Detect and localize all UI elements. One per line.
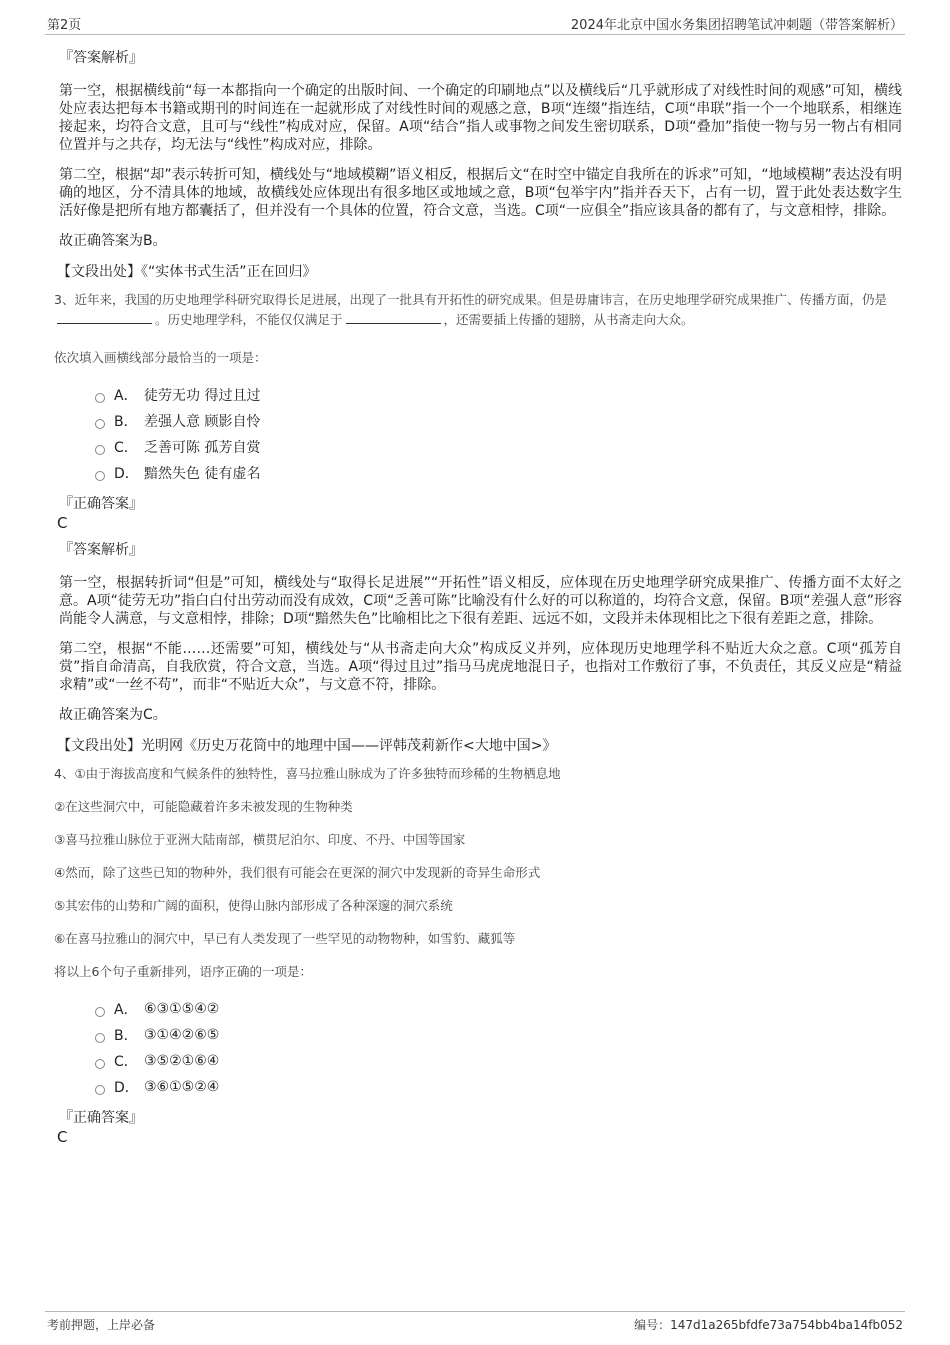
- page-content: [54, 40, 902, 1150]
- q3-option-a[interactable]: A． 徒劳无功 得过且过: [95, 382, 902, 408]
- radio-icon[interactable]: [95, 393, 105, 403]
- q4-options: [95, 996, 902, 1100]
- q2-analysis-paragraph: 第二空，根据“却”表示转折可知，横线处与“地域模糊”语义相反，根据后文“在时空中锚定自我所在的诉求”可知，“地域模糊”表达没有明确的地区，分不清具体的地域，故横线处应体现出有很多地区或地域之意，B项“包举宇内”指并吞天下，占有一切，置于此处表达数字生活好像是把所有地方都囊括了，但并没有一个具体的位置，符合文意，当选。C项“一应俱全”指应该具备的都有了，与文意相悖，排除。: [59, 167, 902, 219]
- q3-conclusion: 故正确答案为C。: [59, 707, 167, 723]
- page-header: [45, 14, 905, 35]
- q3-analysis-paragraph: 第二空，根据“不能……还需要”可知，横线处与“从书斋走向大众”构成反义并列，应体现历史地理学科不贴近大众之意。C项“孤芳自赏”指自命清高，自我欣赏，符合文意，当选。A项“得过且过”指马马虎虎地混日子，也指对工作敷衍了事，不负责任，其反义应是“精益求精”或“一丝不苟”，而非“不贴近大众”，与文意不符，排除。: [59, 641, 902, 693]
- q2-analysis-label: 『答案解析』: [59, 50, 143, 66]
- radio-icon[interactable]: [95, 471, 105, 481]
- q3-blank-1: [57, 311, 152, 324]
- q4-sentence: ⑥在喜马拉雅山的洞穴中，早已有人类发现了一些罕见的动物物种，如雪豹、藏狐等: [54, 931, 516, 946]
- q3-option-d[interactable]: D． 黯然失色 徒有虚名: [95, 460, 902, 486]
- q4-correct-answer: C: [57, 1128, 68, 1146]
- page-footer: [45, 1311, 905, 1336]
- q4-option-b[interactable]: B． ③①④②⑥⑤: [95, 1022, 902, 1048]
- q4-sentence: ②在这些洞穴中，可能隐藏着许多未被发现的生物种类: [54, 799, 353, 814]
- q2-analysis-paragraph: 第一空，根据横线前“每一本都指向一个确定的出版时间、一个确定的印刷地点”以及横线后“几乎就形成了对线性时间的观感”可知，横线处应表达把每本书籍或期刊的时间连在一起就形成了对线性时间的观感之意，B项“连缀”指连结，C项“串联”指一个一个地联系，相继连接起来，均符合文意，且可与“线性”构成对应，保留。A项“结合”指人或事物之间发生密切联系，D项“叠加”指使一物与另一物占有相同位置并与之共存，均无法与“线性”构成对应，排除。: [59, 83, 902, 153]
- radio-icon[interactable]: [95, 419, 105, 429]
- q4-option-c[interactable]: C． ③⑤②①⑥④: [95, 1048, 902, 1074]
- q3-correct-label: 『正确答案』: [59, 496, 143, 512]
- radio-icon[interactable]: [95, 1007, 105, 1017]
- q4-prompt: 将以上6个句子重新排列，语序正确的一项是：: [54, 964, 312, 979]
- q3-option-c[interactable]: C． 乏善可陈 孤芳自赏: [95, 434, 902, 460]
- q2-conclusion: 故正确答案为B。: [59, 233, 167, 249]
- radio-icon[interactable]: [95, 1085, 105, 1095]
- q4-sentence: ⑤其宏伟的山势和广阔的面积，使得山脉内部形成了各种深邃的洞穴系统: [54, 898, 453, 913]
- q4-sentence: 4、①由于海拔高度和气候条件的独特性，喜马拉雅山脉成为了许多独特而珍稀的生物栖息地: [54, 766, 561, 781]
- q3-option-b[interactable]: B． 差强人意 顾影自怜: [95, 408, 902, 434]
- q3-correct-answer: C: [57, 514, 68, 532]
- radio-icon[interactable]: [95, 1033, 105, 1043]
- q4-correct-label: 『正确答案』: [59, 1110, 143, 1126]
- document-code: 编号：147d1a265bfdfe73a754bb4ba14fb052: [634, 1318, 903, 1332]
- q4-option-d[interactable]: D． ③⑥①⑤②④: [95, 1074, 902, 1100]
- q3-analysis-paragraph: 第一空，根据转折词“但是”可知，横线处与“取得长足进展”“开拓性”语义相反，应体现在历史地理学研究成果推广、传播方面不太好之意。A项“徒劳无功”指白白付出劳动而没有成效，C项“乏善可陈”比喻没有什么好的可以称道的，均符合文意，保留。B项“差强人意”形容尚能令人满意，与文意相悖，排除；D项“黯然失色”比喻相比之下很有差距、远远不如，文段并未体现相比之下很有差距之意，排除。: [59, 575, 902, 627]
- footer-note: 考前押题，上岸必备: [47, 1318, 156, 1332]
- q4-option-a[interactable]: A． ⑥③①⑤④②: [95, 996, 902, 1022]
- q3-stem-part: ，还需要插上传播的翅膀，从书斋走向大众。: [443, 312, 694, 327]
- q3-analysis-label: 『答案解析』: [59, 542, 143, 558]
- q3-stem-part: 。历史地理学科，不能仅仅满足于: [155, 312, 343, 327]
- q4-sentence: ③喜马拉雅山脉位于亚洲大陆南部，横贯尼泊尔、印度、不丹、中国等国家: [54, 832, 466, 847]
- q3-stem-part: 3、近年来，我国的历史地理学科研究取得长足进展，出现了一批具有开拓性的研究成果。但是毋庸讳言，在历史地理学研究成果推广、传播方面，仍是: [54, 292, 887, 307]
- page-number: 第2页: [47, 18, 82, 33]
- q3-stem: [54, 290, 902, 330]
- q2-source: 【文段出处】《“实体书式生活”正在回归》: [57, 264, 317, 280]
- q3-options: [95, 382, 902, 486]
- q3-source: 【文段出处】光明网《历史万花筒中的地理中国——评韩茂莉新作<大地中国>》: [57, 738, 557, 754]
- q3-blank-2: [346, 311, 441, 324]
- radio-icon[interactable]: [95, 445, 105, 455]
- radio-icon[interactable]: [95, 1059, 105, 1069]
- document-title: 2024年北京中国水务集团招聘笔试冲刺题（带答案解析）: [570, 18, 903, 33]
- q3-prompt: 依次填入画横线部分最恰当的一项是：: [54, 350, 267, 365]
- q4-sentence: ④然而，除了这些已知的物种外，我们很有可能会在更深的洞穴中发现新的奇异生命形式: [54, 865, 541, 880]
